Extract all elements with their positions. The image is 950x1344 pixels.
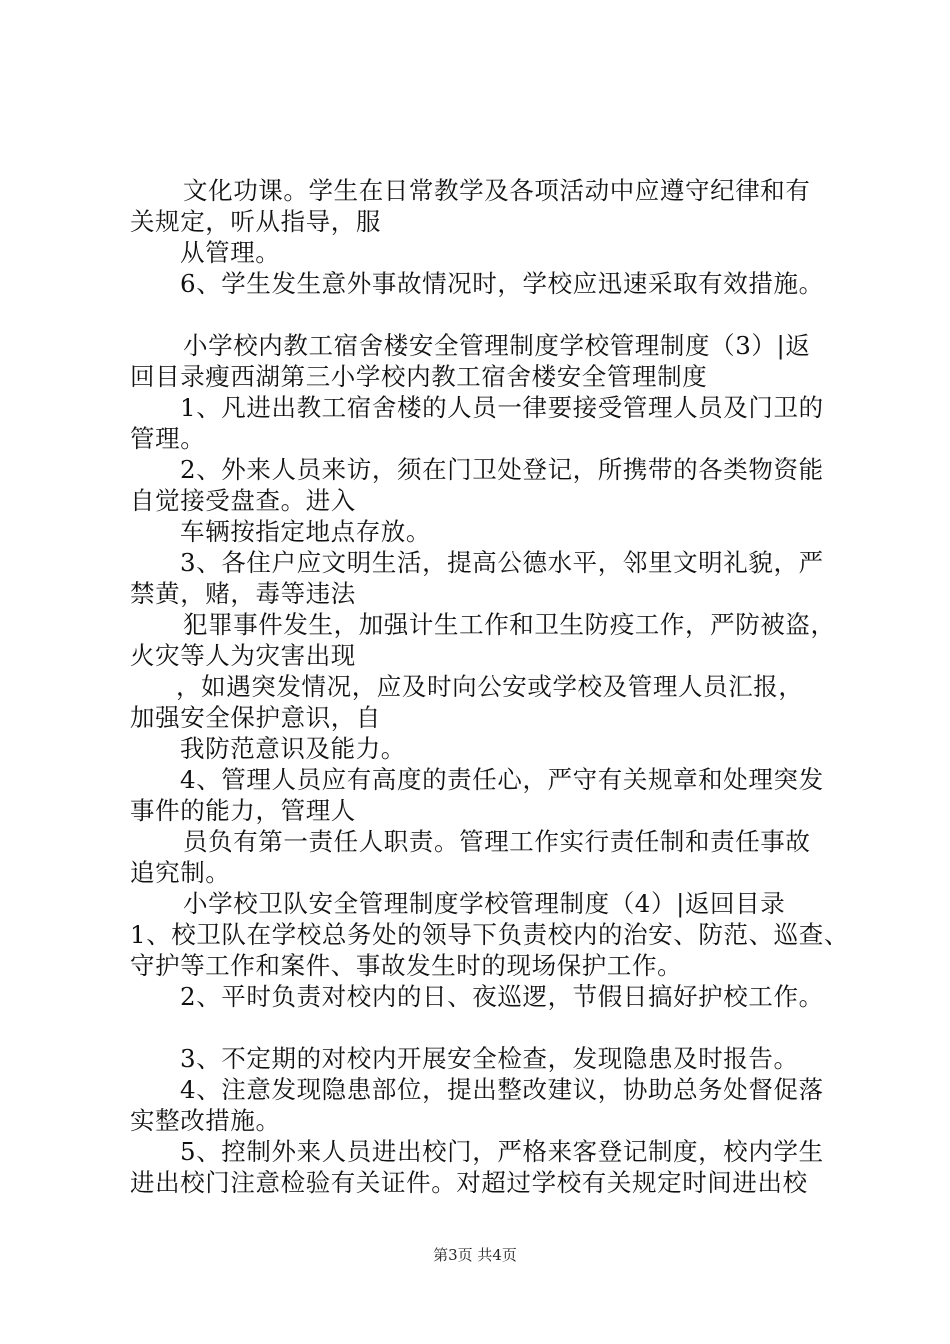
text-line: 禁黄，赌，毒等违法 [130,579,356,608]
text-line: 进出校门注意检验有关证件。对超过学校有关规定时间进出校 [130,1168,808,1197]
section-heading-line: 小学校内教工宿舍楼安全管理制度学校管理制度（3）|返 [183,331,811,360]
text-line: 犯罪事件发生，加强计生工作和卫生防疫工作，严防被盗， [183,610,836,639]
text-line: 4、注意发现隐患部位，提出整改建议，协助总务处督促落 [180,1075,824,1104]
text-line: 4、管理人员应有高度的责任心，严守有关规章和处理突发 [180,765,824,794]
text-line: 2、外来人员来访，须在门卫处登记，所携带的各类物资能 [180,455,824,484]
text-line: 加强安全保护意识，自 [130,703,381,732]
text-line: 3、各住户应文明生活，提高公德水平，邻里文明礼貌，严 [180,548,824,577]
text-line: 文化功课。学生在日常教学及各项活动中应遵守纪律和有 [183,176,811,205]
text-line: ，如遇突发情况，应及时向公安或学校及管理人员汇报， [176,672,804,701]
text-line: 车辆按指定地点存放。 [180,517,431,546]
section-heading-line: 回目录瘦西湖第三小学校内教工宿舍楼安全管理制度 [130,362,708,391]
text-line: 6、学生发生意外事故情况时，学校应迅速采取有效措施。 [180,269,824,298]
text-line: 管理。 [130,424,206,453]
section-heading-line: 小学校卫队安全管理制度学校管理制度（4）|返回目录 [183,889,786,918]
text-line: 事件的能力，管理人 [130,796,356,825]
text-line: 我防范意识及能力。 [180,734,406,763]
text-line: 火灾等人为灾害出现 [130,641,356,670]
text-line: 2、平时负责对校内的日、夜巡逻，节假日搞好护校工作。 [180,982,824,1011]
text-line: 员负有第一责任人职责。管理工作实行责任制和责任事故 [183,827,811,856]
text-line: 实整改措施。 [130,1106,281,1135]
text-line: 关规定，听从指导，服 [130,207,381,236]
text-line: 1、校卫队在学校总务处的领导下负责校内的治安、防范、巡查、 [130,920,849,949]
page-number-footer: 第3页 共4页 [433,1246,517,1264]
text-line: 1、凡进出教工宿舍楼的人员一律要接受管理人员及门卫的 [180,393,824,422]
text-line: 从管理。 [180,238,281,267]
text-line: 5、控制外来人员进出校门，严格来客登记制度，校内学生 [180,1137,824,1166]
text-line: 守护等工作和案件、事故发生时的现场保护工作。 [130,951,683,980]
text-line: 追究制。 [130,858,231,887]
text-line: 3、不定期的对校内开展安全检查，发现隐患及时报告。 [180,1044,799,1073]
text-line: 自觉接受盘查。进入 [130,486,356,515]
